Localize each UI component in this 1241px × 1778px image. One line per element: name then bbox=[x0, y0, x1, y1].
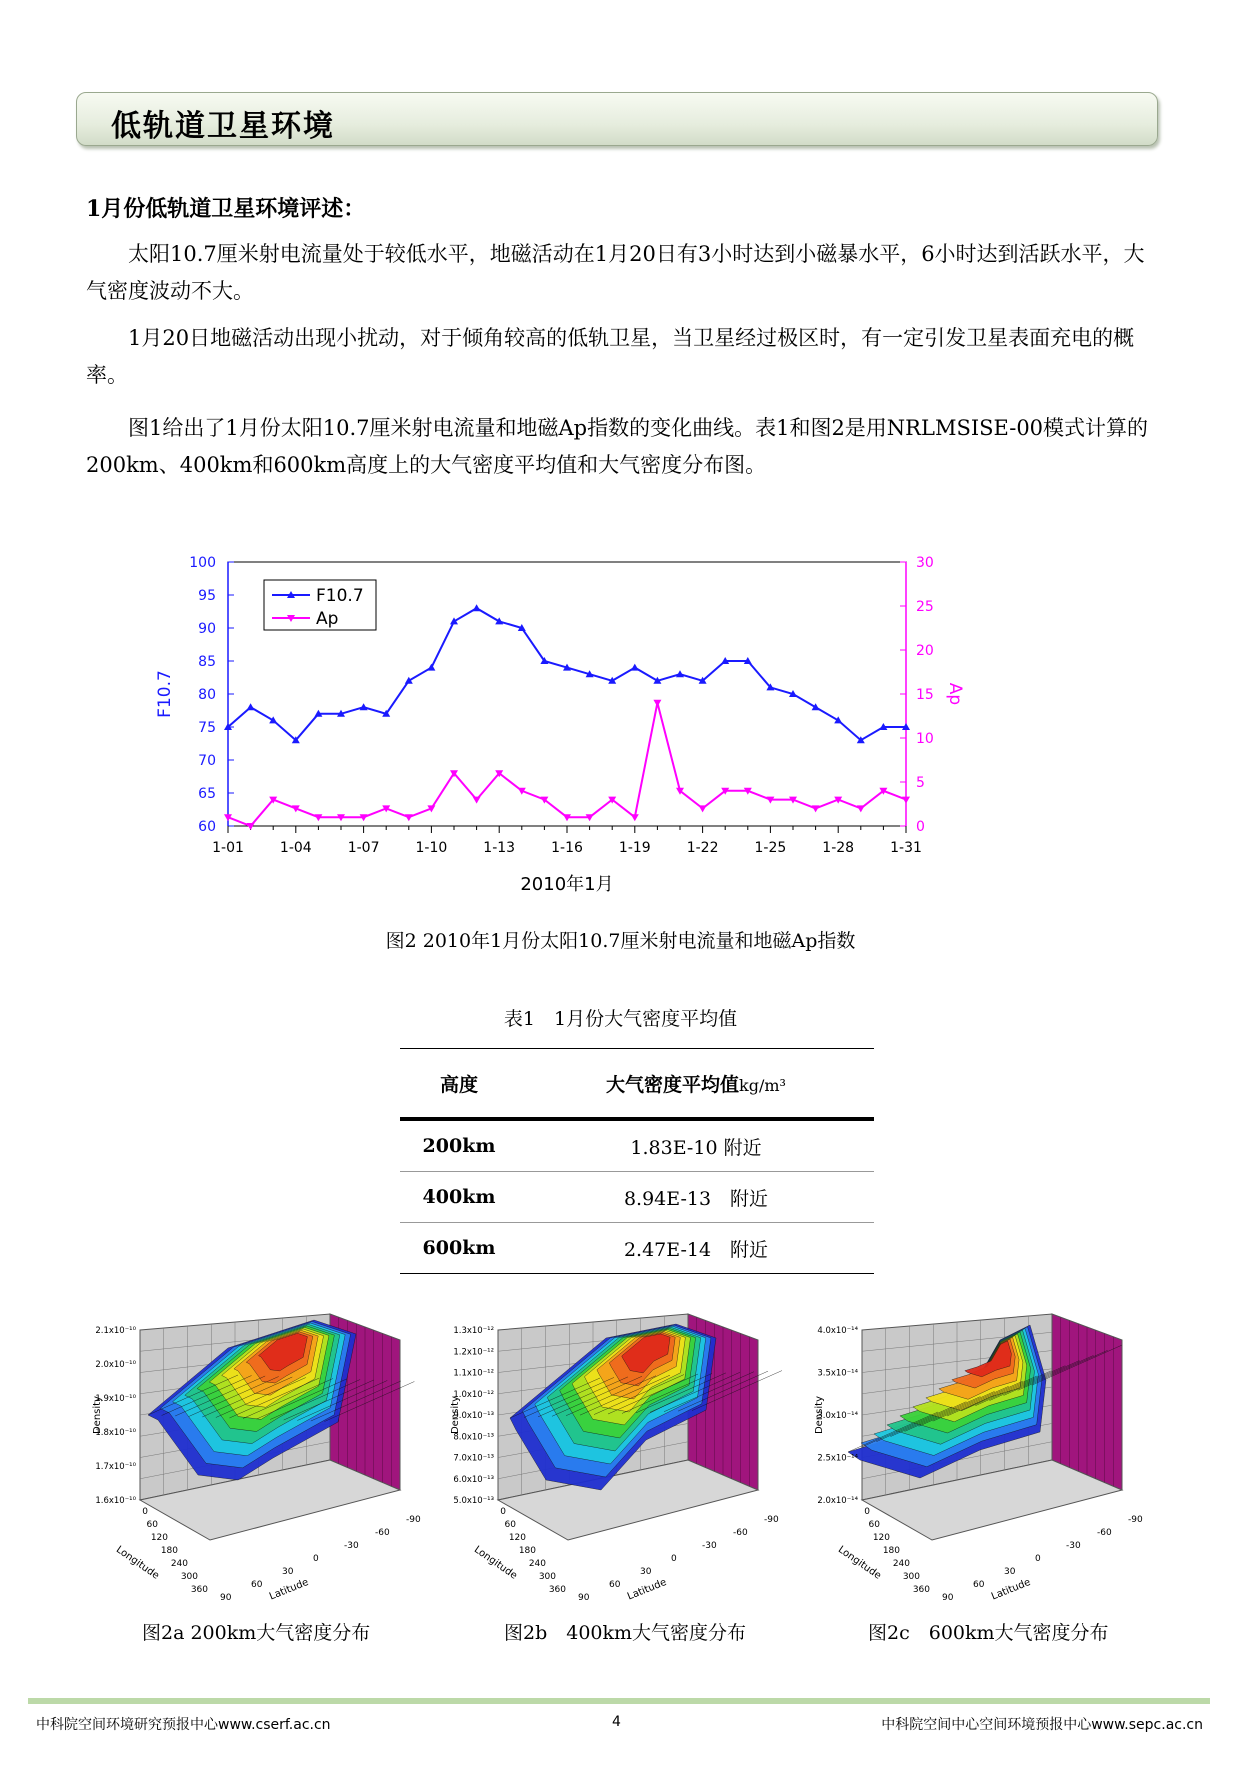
lon-tick-label: 120 bbox=[508, 1533, 526, 1543]
paragraph-3: 图1给出了1月份太阳10.7厘米射电流量和地磁Ap指数的变化曲线。表1和图2是用NRLMSISE-00模式计算的200km、400km和600km高度上的大气密度平均值和大气密度分布图。 bbox=[86, 416, 1149, 477]
ap-series-line bbox=[228, 703, 906, 826]
row-altitude: 200km bbox=[400, 1119, 518, 1172]
y2-tick-label: 10 bbox=[916, 731, 934, 747]
y-tick-label: 100 bbox=[189, 555, 216, 571]
y2-tick-label: 20 bbox=[916, 643, 934, 659]
density-plot-400km bbox=[446, 1300, 779, 1610]
lat-tick-label: -90 bbox=[1128, 1515, 1143, 1525]
y-tick-label: 80 bbox=[198, 687, 216, 703]
footer-right-link[interactable]: 中科院空间中心空间环境预报中心www.sepc.ac.cn bbox=[881, 1717, 1203, 1733]
table-row bbox=[400, 1119, 874, 1172]
lon-tick-label: 0 bbox=[500, 1507, 506, 1517]
lon-tick-label: 60 bbox=[146, 1520, 158, 1530]
lat-axis-title: Latitude bbox=[625, 1576, 669, 1603]
lat-tick-label: -30 bbox=[702, 1541, 717, 1551]
header-density bbox=[518, 1049, 874, 1120]
z-tick-label: 1.9x10⁻¹⁰ bbox=[95, 1394, 136, 1404]
lon-tick-label: 360 bbox=[548, 1585, 566, 1595]
section-heading: 1月份低轨道卫星环境评述： bbox=[86, 196, 366, 222]
x-tick-label: 1-13 bbox=[483, 840, 516, 856]
ap-point bbox=[902, 797, 910, 804]
section-banner bbox=[76, 92, 1158, 146]
z-axis-title: Density bbox=[450, 1395, 461, 1435]
legend-label: F10.7 bbox=[316, 586, 364, 606]
z-tick-label: 1.2x10⁻¹² bbox=[453, 1347, 494, 1358]
lat-tick-label: 60 bbox=[251, 1580, 263, 1590]
row-altitude: 600km bbox=[400, 1223, 518, 1274]
z-tick-label: 2.1x10⁻¹⁰ bbox=[95, 1326, 136, 1336]
lat-tick-label: -60 bbox=[733, 1528, 748, 1538]
footer-left-link[interactable]: 中科院空间环境研究预报中心www.cserf.ac.cn bbox=[36, 1717, 331, 1733]
lat-axis-title: Latitude bbox=[267, 1576, 311, 1603]
x-axis-title: 2010年1月 bbox=[520, 874, 614, 895]
x-tick-label: 1-19 bbox=[618, 840, 651, 856]
lat-tick-label: -30 bbox=[1066, 1541, 1081, 1551]
lat-tick-label: -60 bbox=[1097, 1528, 1112, 1538]
caption-2b: 图2b 400km大气密度分布 bbox=[504, 1622, 747, 1644]
x-tick-label: 1-25 bbox=[754, 840, 787, 856]
lon-tick-label: 360 bbox=[190, 1585, 208, 1595]
z-tick-label: 2.0x10⁻¹⁴ bbox=[817, 1496, 858, 1506]
lat-tick-label: 0 bbox=[313, 1554, 319, 1564]
table-header-row bbox=[400, 1049, 874, 1120]
lat-tick-label: -30 bbox=[344, 1541, 359, 1551]
y2-axis-title: Ap bbox=[945, 682, 965, 706]
table-title: 表1 1月份大气密度平均值 bbox=[503, 1008, 738, 1030]
lat-tick-label: 90 bbox=[578, 1593, 590, 1603]
density-plot-600km bbox=[810, 1300, 1143, 1610]
lon-tick-label: 300 bbox=[180, 1572, 198, 1582]
caption-2c: 图2c 600km大气密度分布 bbox=[868, 1622, 1109, 1644]
lon-tick-label: 120 bbox=[872, 1533, 890, 1543]
lon-tick-label: 180 bbox=[160, 1546, 178, 1556]
z-tick-label: 2.0x10⁻¹⁰ bbox=[95, 1360, 136, 1370]
z-tick-label: 5.0x10⁻¹³ bbox=[453, 1496, 494, 1506]
paragraph-1: 太阳10.7厘米射电流量处于较低水平，地磁活动在1月20日有3小时达到小磁暴水平，6小时达到活跃水平，大气密度波动不大。 bbox=[86, 242, 1145, 303]
caption-2a: 图2a 200km大气密度分布 bbox=[142, 1622, 371, 1644]
lat-tick-label: 30 bbox=[640, 1567, 652, 1577]
y2-tick-label: 15 bbox=[916, 687, 934, 703]
chart-legend bbox=[264, 580, 376, 630]
x-tick-label: 1-10 bbox=[415, 840, 448, 856]
header-density-label: 大气密度平均值 bbox=[606, 1073, 740, 1096]
y-axis-title: F10.7 bbox=[155, 670, 175, 718]
y-tick-label: 60 bbox=[198, 819, 216, 835]
z-tick-label: 6.0x10⁻¹³ bbox=[453, 1474, 494, 1485]
banner-title: 低轨道卫星环境 bbox=[111, 109, 335, 144]
ap-point bbox=[473, 797, 481, 804]
lat-tick-label: 0 bbox=[1035, 1554, 1041, 1564]
ap-point bbox=[653, 700, 661, 707]
row-density: 8.94E-13 附近 bbox=[518, 1172, 874, 1223]
y2-tick-label: 25 bbox=[916, 599, 934, 615]
z-axis-title: Density bbox=[92, 1395, 103, 1435]
y-tick-label: 95 bbox=[198, 588, 216, 604]
lon-tick-label: 0 bbox=[142, 1507, 148, 1517]
lon-tick-label: 300 bbox=[538, 1572, 556, 1582]
table-row bbox=[400, 1172, 874, 1223]
z-tick-label: 1.8x10⁻¹⁰ bbox=[95, 1428, 136, 1438]
lat-tick-label: -60 bbox=[375, 1528, 390, 1538]
lon-axis-title: Longitude bbox=[471, 1544, 519, 1582]
lat-tick-label: 60 bbox=[973, 1580, 985, 1590]
f107-point bbox=[473, 604, 481, 611]
z-tick-label: 1.1x10⁻¹² bbox=[453, 1368, 494, 1379]
ap-point bbox=[405, 814, 413, 821]
z-tick-label: 1.0x10⁻¹² bbox=[453, 1389, 494, 1400]
f107-point bbox=[360, 703, 368, 710]
y-tick-label: 85 bbox=[198, 654, 216, 670]
x-tick-label: 1-28 bbox=[822, 840, 855, 856]
y2-tick-label: 5 bbox=[916, 775, 925, 791]
f107-point bbox=[427, 664, 435, 671]
lon-tick-label: 180 bbox=[518, 1546, 536, 1556]
lon-tick-label: 60 bbox=[504, 1520, 516, 1530]
density-plot-200km bbox=[88, 1300, 421, 1610]
lat-axis-title: Latitude bbox=[989, 1576, 1033, 1603]
header-altitude: 高度 bbox=[400, 1049, 518, 1120]
ap-point bbox=[857, 805, 865, 812]
lat-tick-label: 90 bbox=[942, 1593, 954, 1603]
lat-tick-label: 30 bbox=[282, 1567, 294, 1577]
f107-point bbox=[676, 670, 684, 677]
x-tick-label: 1-07 bbox=[347, 840, 380, 856]
lon-axis-title: Longitude bbox=[835, 1544, 883, 1582]
row-density: 2.47E-14 附近 bbox=[518, 1223, 874, 1274]
f107-point bbox=[631, 664, 639, 671]
footer-divider bbox=[28, 1698, 1210, 1704]
lon-tick-label: 60 bbox=[868, 1520, 880, 1530]
density-table bbox=[400, 1048, 874, 1274]
ap-point bbox=[812, 805, 820, 812]
lon-tick-label: 120 bbox=[150, 1533, 168, 1543]
figure-caption: 图2 2010年1月份太阳10.7厘米射电流量和地磁Ap指数 bbox=[385, 930, 856, 952]
row-altitude: 400km bbox=[400, 1172, 518, 1223]
z-tick-label: 4.0x10⁻¹⁴ bbox=[817, 1326, 858, 1336]
lat-tick-label: 90 bbox=[220, 1593, 232, 1603]
lat-tick-label: 0 bbox=[671, 1554, 677, 1564]
x-tick-label: 1-22 bbox=[686, 840, 719, 856]
y-tick-label: 65 bbox=[198, 786, 216, 802]
z-tick-label: 1.6x10⁻¹⁰ bbox=[95, 1496, 136, 1506]
lon-tick-label: 240 bbox=[892, 1559, 910, 1569]
lon-tick-label: 300 bbox=[902, 1572, 920, 1582]
lat-tick-label: 60 bbox=[609, 1580, 621, 1590]
z-tick-label: 1.3x10⁻¹² bbox=[453, 1326, 494, 1336]
y2-tick-label: 30 bbox=[916, 555, 934, 571]
z-tick-label: 3.0x10⁻¹⁴ bbox=[817, 1411, 858, 1421]
lon-tick-label: 240 bbox=[528, 1559, 546, 1569]
lon-tick-label: 180 bbox=[882, 1546, 900, 1556]
y-tick-label: 75 bbox=[198, 720, 216, 736]
lon-tick-label: 0 bbox=[864, 1507, 870, 1517]
table-row bbox=[400, 1223, 874, 1274]
z-tick-label: 7.0x10⁻¹³ bbox=[453, 1453, 494, 1464]
lat-tick-label: -90 bbox=[764, 1515, 779, 1525]
z-tick-label: 3.5x10⁻¹⁴ bbox=[817, 1368, 858, 1379]
f107-ap-chart bbox=[150, 555, 1090, 918]
z-tick-label: 8.0x10⁻¹³ bbox=[453, 1432, 494, 1443]
lon-axis-title: Longitude bbox=[113, 1544, 161, 1582]
ap-point bbox=[699, 805, 707, 812]
lon-tick-label: 360 bbox=[912, 1585, 930, 1595]
lat-tick-label: 30 bbox=[1004, 1567, 1016, 1577]
paragraph-2: 1月20日地磁活动出现小扰动，对于倾角较高的低轨卫星，当卫星经过极区时，有一定引发卫星表面充电的概率。 bbox=[86, 326, 1135, 387]
z-axis-title: Density bbox=[814, 1395, 825, 1435]
lon-tick-label: 240 bbox=[170, 1559, 188, 1569]
x-tick-label: 1-31 bbox=[890, 840, 922, 856]
legend-label: Ap bbox=[316, 609, 339, 629]
x-tick-label: 1-04 bbox=[279, 840, 312, 856]
x-tick-label: 1-01 bbox=[212, 840, 244, 856]
y-tick-label: 90 bbox=[198, 621, 216, 637]
lat-tick-label: -90 bbox=[406, 1515, 421, 1525]
z-tick-label: 9.0x10⁻¹³ bbox=[453, 1411, 494, 1421]
x-tick-label: 1-16 bbox=[551, 840, 583, 856]
z-tick-label: 1.7x10⁻¹⁰ bbox=[95, 1462, 136, 1472]
f107-point bbox=[247, 703, 255, 710]
z-tick-label: 2.5x10⁻¹⁴ bbox=[817, 1453, 858, 1464]
row-density: 1.83E-10 附近 bbox=[518, 1119, 874, 1172]
header-unit: kg/m³ bbox=[739, 1075, 786, 1095]
y2-tick-label: 0 bbox=[916, 819, 925, 835]
page-number: 4 bbox=[612, 1714, 621, 1730]
y-tick-label: 70 bbox=[198, 753, 216, 769]
ap-point bbox=[631, 814, 639, 821]
